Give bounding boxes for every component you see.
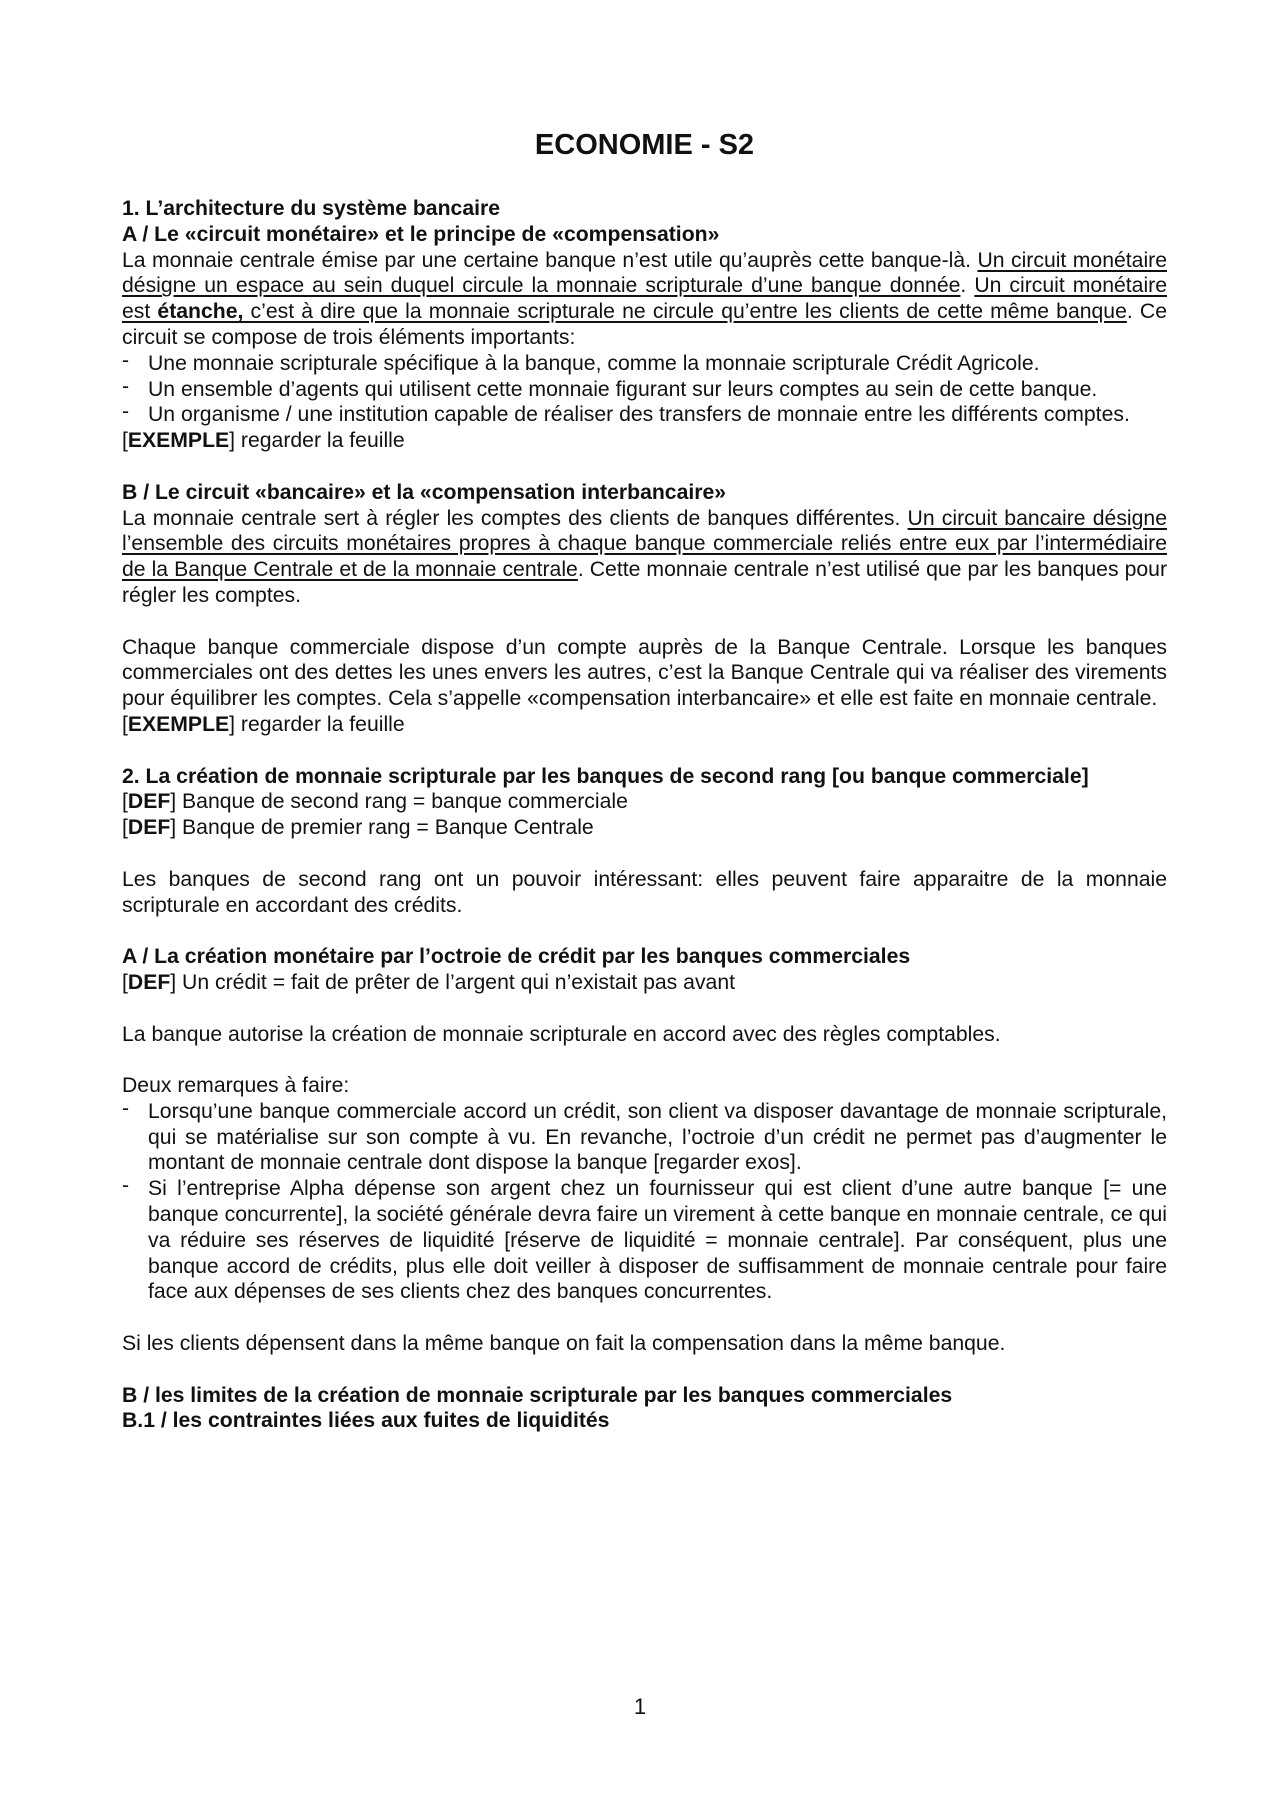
section-1a-heading: A / Le «circuit monétaire» et le principe de «compensation» [122,222,720,246]
bold-term: étanche, [157,300,244,324]
text-run: . Cette monnaie centrale n’est utilisé que par les banques pour régler les comptes. [122,558,1167,607]
underlined-definition: Un circuit monétaire désigne un espace au sein duquel circule la monnaie scripturale d’une banque donnée [122,248,1167,298]
list-item: - Un organisme / une institution capable de réaliser des transfers de monnaie entre les différents comptes. [122,402,1167,428]
example-text: regarder la feuille [235,429,405,453]
list-item: - Une monnaie scripturale spécifique à la banque, comme la monnaie scripturale Crédit Agricole. [122,351,1167,377]
text-run: La monnaie centrale émise par une certaine banque n’est utile qu’auprès cette banque-là. [122,248,978,272]
example-tag: EXEMPLE [127,429,230,453]
section-2-heading: 2. La création de monnaie scripturale par les banques de second rang [ou banque commerciale] [122,764,1089,788]
section-2a-paragraph-2: Deux remarques à faire: [122,1074,350,1098]
definition-line: [DEF] Un crédit = fait de prêter de l’argent qui n’existait pas avant [122,970,735,994]
text-run: La monnaie centrale sert à régler les comptes des clients de banques différentes. [122,506,908,530]
section-1b-example: [EXEMPLE] regarder la feuille [122,712,405,736]
section-1a-list [122,351,1167,428]
def-text: Banque de second rang = banque commerciale [176,790,628,814]
text-run: . Ce circuit se compose de trois éléments importants: [122,300,1168,349]
def-tag: DEF [127,790,171,814]
section-2b-heading: B / les limites de la création de monnaie scripturale par les banques commerciales [122,1383,953,1407]
section-2a-list [122,1099,1167,1305]
section-2a-paragraph-1: La banque autorise la création de monnaie scripturale en accord avec des règles comptables. [122,1022,1001,1046]
page-title: ECONOMIE - S2 [534,129,755,161]
definition-line: [DEF] Banque de second rang = banque commerciale [122,790,628,814]
section-1b-paragraph-1 [122,506,1167,609]
def-tag: DEF [127,816,171,840]
list-item: - Un ensemble d’agents qui utilisent cette monnaie figurant sur leurs comptes au sein de cette banque. [122,377,1167,403]
list-item: - Si l’entreprise Alpha dépense son argent chez un fournisseur qui est client d’une autre banque [= une banque concurrente], la société générale devra faire un virement à cette banque en monnaie centrale, ce qui va réduire ses réserves de liquidité [réserve de liquidité = monnaie centrale]. Par conséquent, plus une banque accord de crédits, plus elle doit veiller à disposer de suffisamment de monnaie centrale pour faire face aux dépenses de ses clients chez des banques concurrentes. [122,1176,1167,1305]
section-1b-paragraph-2: Chaque banque commerciale dispose d’un compte auprès de la Banque Centrale. Lorsque les banques commerciales ont des dettes les unes envers les autres, c’est la Banque Centrale qui va réaliser des virements pour équilibrer les comptes. Cela s’appelle «compensation interbancaire» et elle est faite en monnaie centrale. [122,635,1167,711]
text-run: Un circuit monétaire est [122,274,1168,324]
text-run: c’est à dire que la monnaie scripturale ne circule qu’entre les clients de cette même banque [243,300,1127,324]
def-text: Banque de premier rang = Banque Centrale [176,816,594,840]
page-content [122,128,1167,1434]
def-tag: DEF [127,970,171,994]
list-item: - Lorsqu’une banque commerciale accord un crédit, son client va disposer davantage de monnaie scripturale, qui se matérialise sur son compte à vu. En revanche, l’octroie d’un crédit ne permet pas d’augmenter le montant de monnaie centrale dont dispose la banque [regarder exos]. [122,1099,1167,1176]
section-1a-example: [EXEMPLE] regarder la feuille [122,429,405,453]
def-text: Un crédit = fait de prêter de l’argent qui n’existait pas avant [176,970,735,994]
section-2a-heading: A / La création monétaire par l’octroie de crédit par les banques commerciales [122,945,911,969]
text-run: . [960,274,975,298]
definition-line: [DEF] Banque de premier rang = Banque Centrale [122,816,594,840]
section-1a-paragraph [122,248,1167,351]
section-1b-heading: B / Le circuit «bancaire» et la «compensation interbancaire» [122,480,727,504]
underlined-definition: Un circuit bancaire désigne l’ensemble des circuits monétaires propres à chaque banque commerciale reliés entre eux par l’intermédiaire de la Banque Centrale et de la monnaie centrale [122,506,1167,582]
example-text: regarder la feuille [235,712,405,736]
example-tag: EXEMPLE [127,712,230,736]
section-2b1-heading: B.1 / les contraintes liées aux fuites de liquidités [122,1409,610,1433]
section-1-heading: 1. L’architecture du système bancaire [122,197,501,220]
section-2a-paragraph-3: Si les clients dépensent dans la même banque on fait la compensation dans la même banque. [122,1332,1006,1356]
section-2-paragraph: Les banques de second rang ont un pouvoir intéressant: elles peuvent faire apparaitre de la monnaie scripturale en accordant des crédits. [122,867,1167,917]
page-number: 1 [633,1694,647,1719]
